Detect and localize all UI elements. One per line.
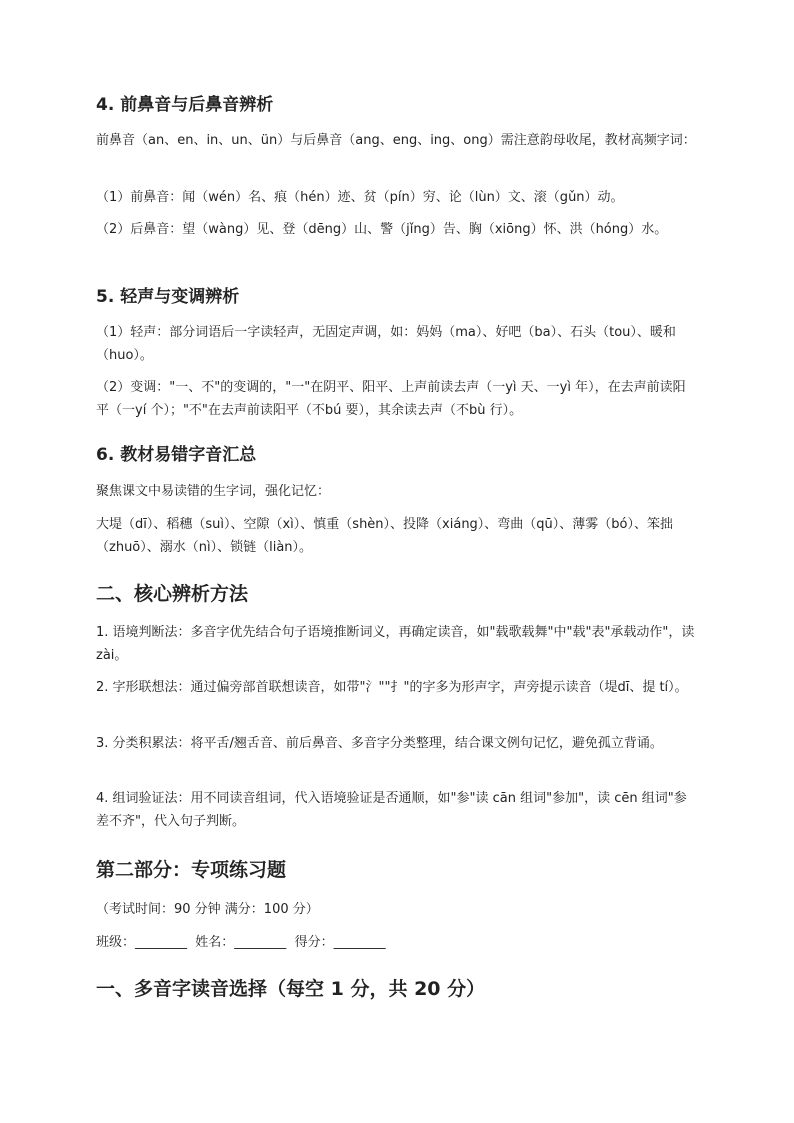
section-4-item-front-nasal: （1）前鼻音：闻（wén）名、痕（hén）迹、贫（pín）穷、论（lùn）文、滚（gǔn）动。 (96, 190, 624, 205)
section-4-item-back-nasal: （2）后鼻音：望（wàng）见、登（dēng）山、警（jǐng）告、胸（xiōng）怀、洪（hóng）水。 (96, 222, 668, 237)
score-field: 得分：________ (294, 935, 386, 950)
part-2-heading: 第二部分：专项练习题 (96, 859, 287, 881)
section-5-item-neutral-tone: （1）轻声：部分词语后一字读轻声，无固定声调，如：妈妈（ma）、好吧（ba）、石头（tou）、暖和（huo）。 (96, 325, 676, 363)
method-item: 2. 字形联想法：通过偏旁部首联想读音，如带"氵""扌"的字多为形声字，声旁提示读音（堤dī、提 tí）。 (96, 680, 688, 695)
part-2-section-1-heading: 一、多音字读音选择（每空 1 分，共 20 分） (96, 978, 486, 1000)
name-field: 姓名：________ (195, 935, 287, 950)
section-5-item-tone-sandhi: （2）变调："一、不"的变调的，"一"在阴平、阳平、上声前读去声（一yì 天、一yì 年），在去声前读阳平（一yí 个）；"不"在去声前读阳平（不bú 要），其余读去声（不bù 行）。 (96, 380, 686, 418)
section-4-intro: 前鼻音（an、en、in、un、ün）与后鼻音（ang、eng、ing、ong）需注意韵母收尾，教材高频字词： (96, 133, 696, 148)
section-5-heading: 5. 轻声与变调辨析 (96, 287, 240, 307)
section-4-heading: 4. 前鼻音与后鼻音辨析 (96, 95, 274, 115)
method-item: 4. 组词验证法：用不同读音组词，代入语境验证是否通顺，如"参"读 cān 组词"参加"，读 cēn 组词"参差不齐"，代入句子判断。 (96, 791, 687, 829)
methods-heading: 二、核心辨析方法 (96, 583, 249, 605)
section-6-intro: 聚焦课文中易读错的生字词，强化记忆： (96, 484, 331, 499)
method-item: 1. 语境判断法：多音字优先结合句子语境推断词义，再确定读音，如"载歌载舞"中"载"表"承载动作"，读 zài。 (96, 625, 695, 663)
student-info-line (96, 931, 698, 954)
method-item: 3. 分类积累法：将平舌/翘舌音、前后鼻音、多音字分类整理，结合课文例句记忆，避免孤立背诵。 (96, 736, 663, 751)
class-field: 班级：________ (96, 935, 188, 950)
section-6-word-list: 大堤（dī）、稻穗（suì）、空隙（xì）、慎重（shèn）、投降（xiáng）、弯曲（qū）、薄雾（bó）、笨拙（zhuō）、溺水（nì）、锁链（liàn）。 (96, 517, 674, 555)
section-6-heading: 6. 教材易错字音汇总 (96, 445, 257, 465)
exam-info: （考试时间：90 分钟 满分：100 分） (96, 902, 319, 917)
